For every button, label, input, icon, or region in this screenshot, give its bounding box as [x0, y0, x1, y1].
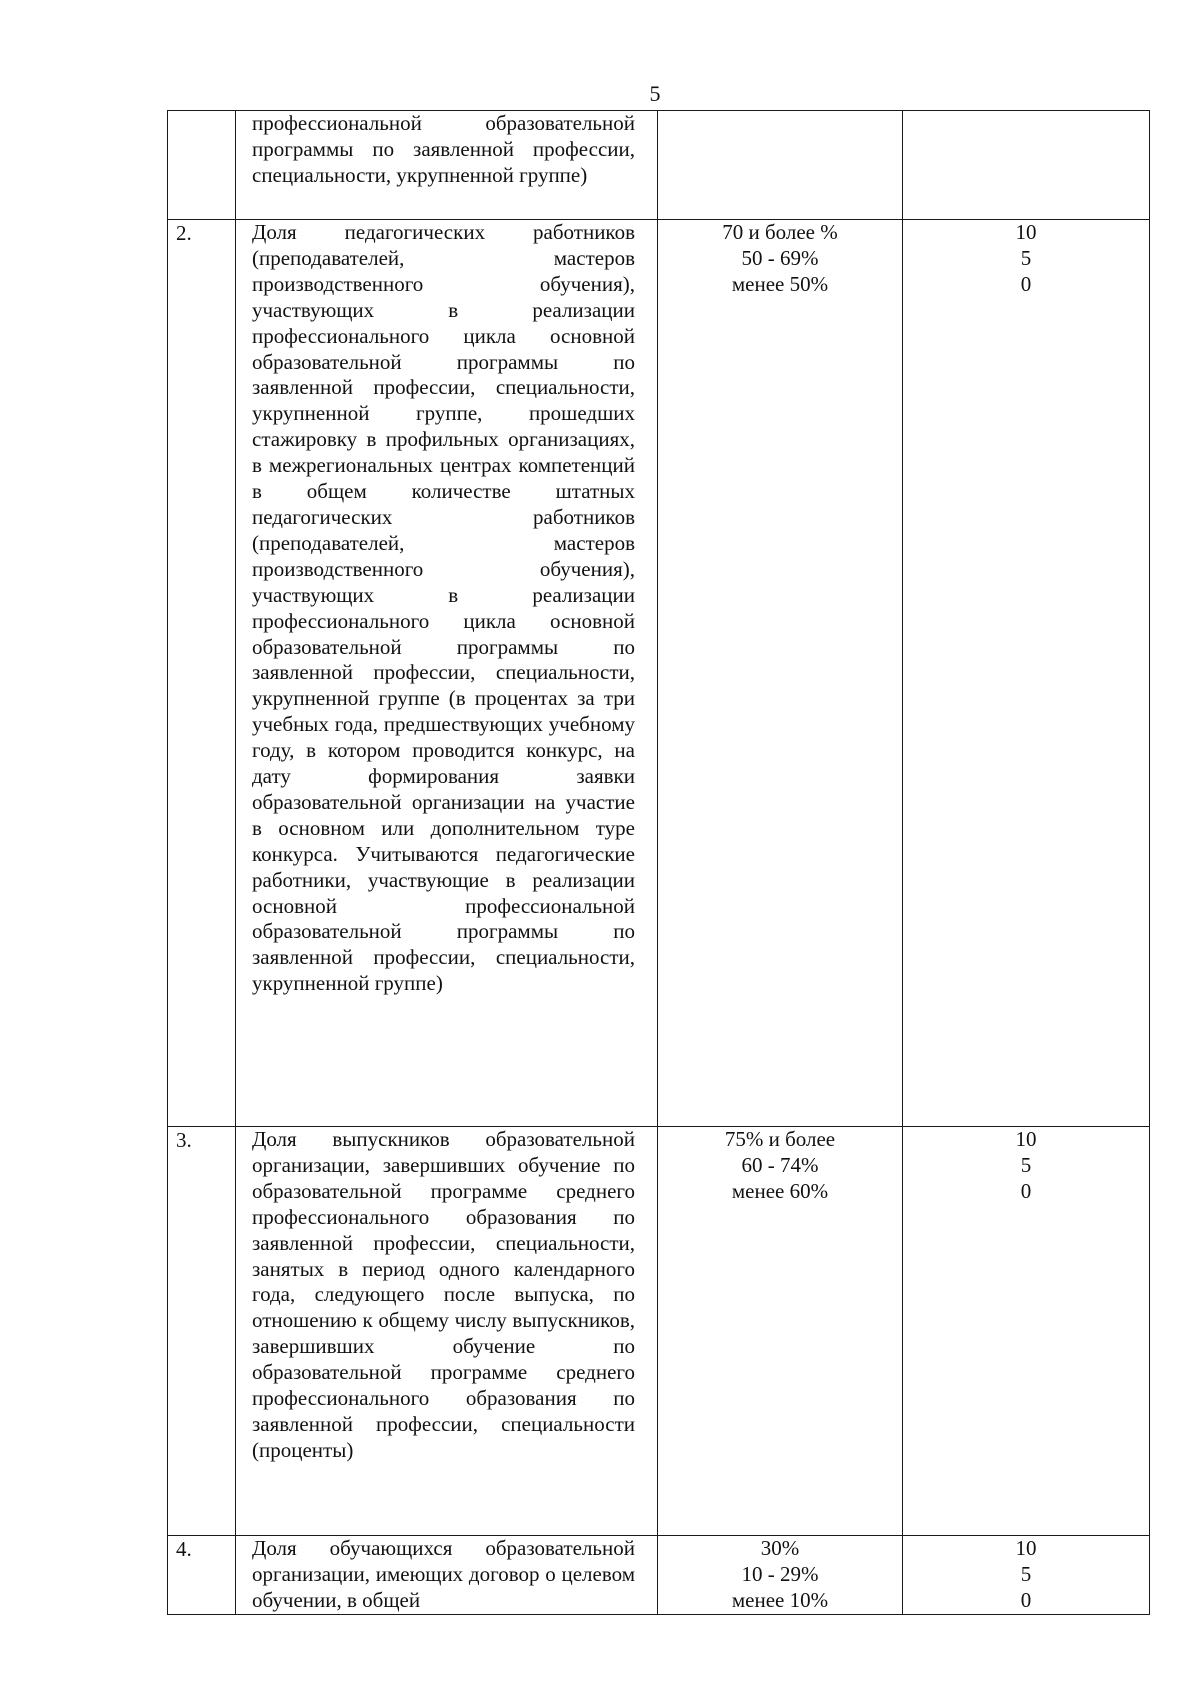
criterion-score: 10	[1015, 1536, 1037, 1560]
criterion-value: 75% и более	[724, 1127, 836, 1151]
row-scores-cell	[903, 1127, 1150, 1536]
row-number-cell	[168, 220, 236, 1127]
row-values-cell	[658, 1127, 903, 1536]
row-number-cell	[168, 111, 236, 220]
criterion-score: 5	[1020, 1561, 1032, 1586]
row-description-cell	[236, 1536, 658, 1615]
criterion-value: менее 10%	[731, 1587, 829, 1612]
criterion-score: 5	[1020, 1152, 1032, 1177]
row-number: 2.	[176, 221, 192, 245]
criterion-value: 10 - 29%	[741, 1561, 819, 1586]
row-scores-cell	[903, 220, 1150, 1127]
row-values-cell	[658, 111, 903, 220]
row-description: Доля педагогических работников (преподавателей, мастеров производственного обучения), участвующих в реализации профессионального цикла основной образовательной программы по заявленной профессии, специальности, укрупненной группе, прошедших стажировку в профильных организациях, в межрегиональных центрах компетенций в общем количестве штатных педагогических работников (преподавателей, мастеров производственного обучения), участвующих в реализации профессионального цикла основной образовательной программы по заявленной профессии, специальности, укрупненной группе (в процентах за три учебных года, предшествующих учебному году, в котором проводится конкурс, на дату формирования заявки образовательной организации на участие в основном или дополнительном туре конкурса. Учитываются педагогические работники, участвующие в реализации основной профессиональной образовательной программы по заявленной профессии, специальности, укрупненной группе)	[252, 220, 635, 996]
row-scores-cell	[903, 1536, 1150, 1615]
row-description-cell	[236, 111, 658, 220]
row-number: 3.	[176, 1128, 192, 1152]
criterion-score: 0	[1020, 1178, 1032, 1203]
row-description: Доля выпускников образовательной организации, завершивших обучение по образовательной программе среднего профессионального образования по заявленной профессии, специальности, занятых в период одного календарного года, следующего после выпуска, по отношению к общему числу выпускников, завершивших обучение по образовательной программе среднего профессионального образования по заявленной профессии, специальности (проценты)	[252, 1127, 635, 1462]
table-row	[168, 111, 1150, 220]
criterion-score: 0	[1020, 1587, 1032, 1612]
criterion-score: 10	[1015, 1127, 1037, 1151]
criterion-value: менее 60%	[731, 1178, 829, 1203]
row-values-cell	[658, 1536, 903, 1615]
row-description-cell	[236, 220, 658, 1127]
criterion-value: менее 50%	[731, 271, 829, 296]
page-number: 5	[649, 81, 661, 106]
row-description: Доля обучающихся образовательной организации, имеющих договор о целевом обучении, в общей	[252, 1536, 635, 1612]
row-number: 4.	[176, 1537, 192, 1561]
criterion-value: 70 и более %	[722, 220, 838, 244]
criterion-value: 60 - 74%	[741, 1152, 819, 1177]
criterion-score: 10	[1015, 220, 1037, 244]
criteria-table	[167, 110, 1150, 1615]
row-number-cell	[168, 1127, 236, 1536]
criterion-score: 0	[1020, 271, 1032, 296]
criterion-value: 30%	[760, 1536, 800, 1560]
table-row	[168, 1536, 1150, 1615]
table-row	[168, 220, 1150, 1127]
row-number-cell	[168, 1536, 236, 1615]
row-description: профессиональной образовательной программы по заявленной профессии, специальности, укрупненной группе)	[252, 111, 635, 187]
row-scores-cell	[903, 111, 1150, 220]
table-row	[168, 1127, 1150, 1536]
criterion-score: 5	[1020, 245, 1032, 270]
row-description-cell	[236, 1127, 658, 1536]
criterion-value: 50 - 69%	[741, 245, 819, 270]
row-values-cell	[658, 220, 903, 1127]
